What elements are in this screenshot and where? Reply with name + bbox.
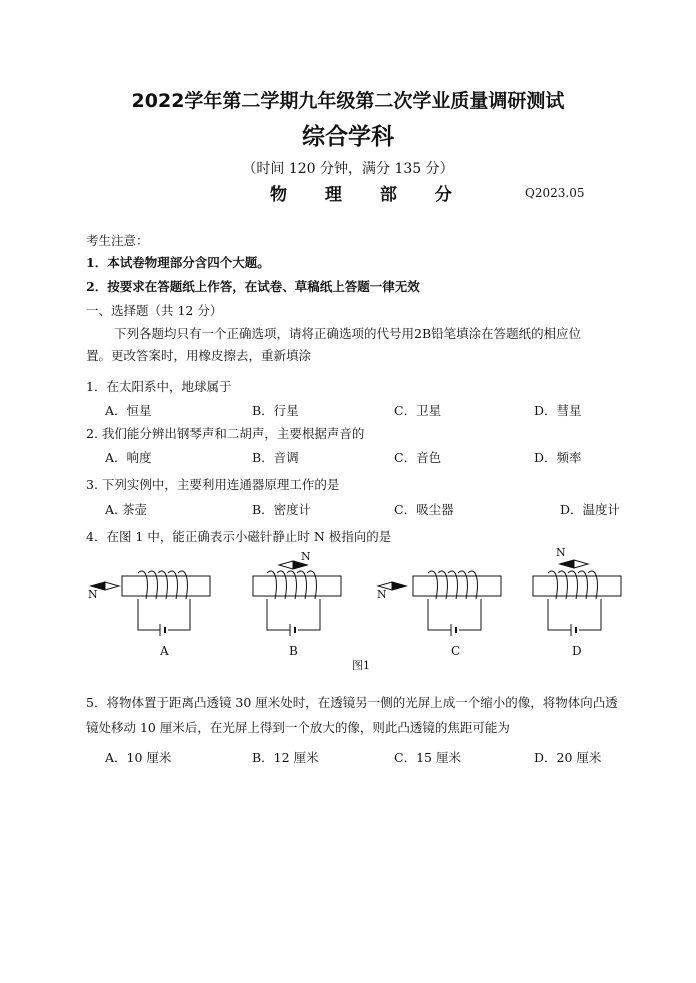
- question-1-option-c: C．卫星: [394, 403, 442, 418]
- circuit-label-a: A: [160, 644, 169, 658]
- section-title: 物 理 部 分: [270, 185, 468, 205]
- circuit-label-c: C: [451, 644, 461, 658]
- question-5-stem-line2: 镜处移动 10 厘米后，在光屏上得到一个放大的像，则此凸透镜的焦距可能为: [86, 720, 510, 735]
- circuit-d: [533, 560, 621, 636]
- needle-label-d: N: [556, 546, 566, 559]
- figure-caption: 图1: [352, 659, 370, 672]
- notice-item-2: 2．按要求在答题纸上作答，在试卷、草稿纸上答题一律无效: [86, 279, 420, 294]
- question-2-option-c: C．音色: [394, 450, 442, 465]
- needle-label-a: N: [88, 588, 98, 601]
- question-3-option-a: A. 茶壶: [105, 502, 147, 517]
- question-3-stem: 3. 下列实例中，主要利用连通器原理工作的是: [86, 477, 340, 492]
- question-1-option-b: B．行星: [252, 403, 299, 418]
- compass-needle-d: [560, 560, 588, 568]
- part1-instructions-line2: 置。更改答案时，用橡皮擦去，重新填涂: [86, 348, 312, 363]
- circuit-c: [378, 571, 501, 636]
- notice-item-1: 1．本试卷物理部分含四个大题。: [86, 255, 270, 270]
- question-5-option-a: A．10 厘米: [105, 750, 172, 765]
- question-2-option-d: D．频率: [534, 450, 582, 465]
- circuit-b: [253, 561, 341, 636]
- time-note: （时间 120 分钟，满分 135 分）: [242, 161, 454, 177]
- question-4-stem: 4．在图 1 中，能正确表示小磁针静止时 N 极指向的是: [86, 529, 392, 544]
- question-1-option-a: A．恒星: [105, 403, 152, 418]
- exam-code: Q2023.05: [525, 186, 585, 200]
- question-3-option-c: C．吸尘器: [394, 502, 454, 517]
- part1-heading: 一、选择题（共 12 分）: [86, 303, 223, 318]
- exam-title: 2022学年第二学期九年级第二次学业质量调研测试: [131, 90, 565, 112]
- circuit-label-b: B: [289, 644, 298, 658]
- question-5-option-c: C．15 厘米: [394, 750, 461, 765]
- needle-label-b: N: [301, 550, 311, 563]
- question-5-option-d: D．20 厘米: [534, 750, 602, 765]
- notice-heading: 考生注意：: [86, 233, 149, 248]
- question-3-option-b: B．密度计: [252, 502, 312, 517]
- question-3-option-d: D．温度计: [560, 502, 621, 517]
- circuit-label-d: D: [572, 644, 582, 658]
- question-5-stem-line1: 5．将物体置于距离凸透镜 30 厘米处时，在透镜另一侧的光屏上成一个缩小的像，将物体向凸透: [86, 695, 618, 710]
- needle-label-c: N: [377, 588, 387, 601]
- question-5-option-b: B．12 厘米: [252, 750, 319, 765]
- question-2-option-b: B．音调: [252, 450, 299, 465]
- question-2-stem: 2. 我们能分辨出钢琴声和二胡声，主要根据声音的: [86, 426, 365, 441]
- question-1-option-d: D．彗星: [534, 403, 582, 418]
- circuit-a: [91, 571, 210, 636]
- part1-instructions-line1: 下列各题均只有一个正确选项，请将正确选项的代号用2B铅笔填涂在答题纸的相应位: [114, 326, 582, 341]
- question-1-stem: 1．在太阳系中，地球属于: [86, 379, 232, 394]
- exam-subtitle: 综合学科: [302, 124, 394, 150]
- question-2-option-a: A．响度: [105, 450, 152, 465]
